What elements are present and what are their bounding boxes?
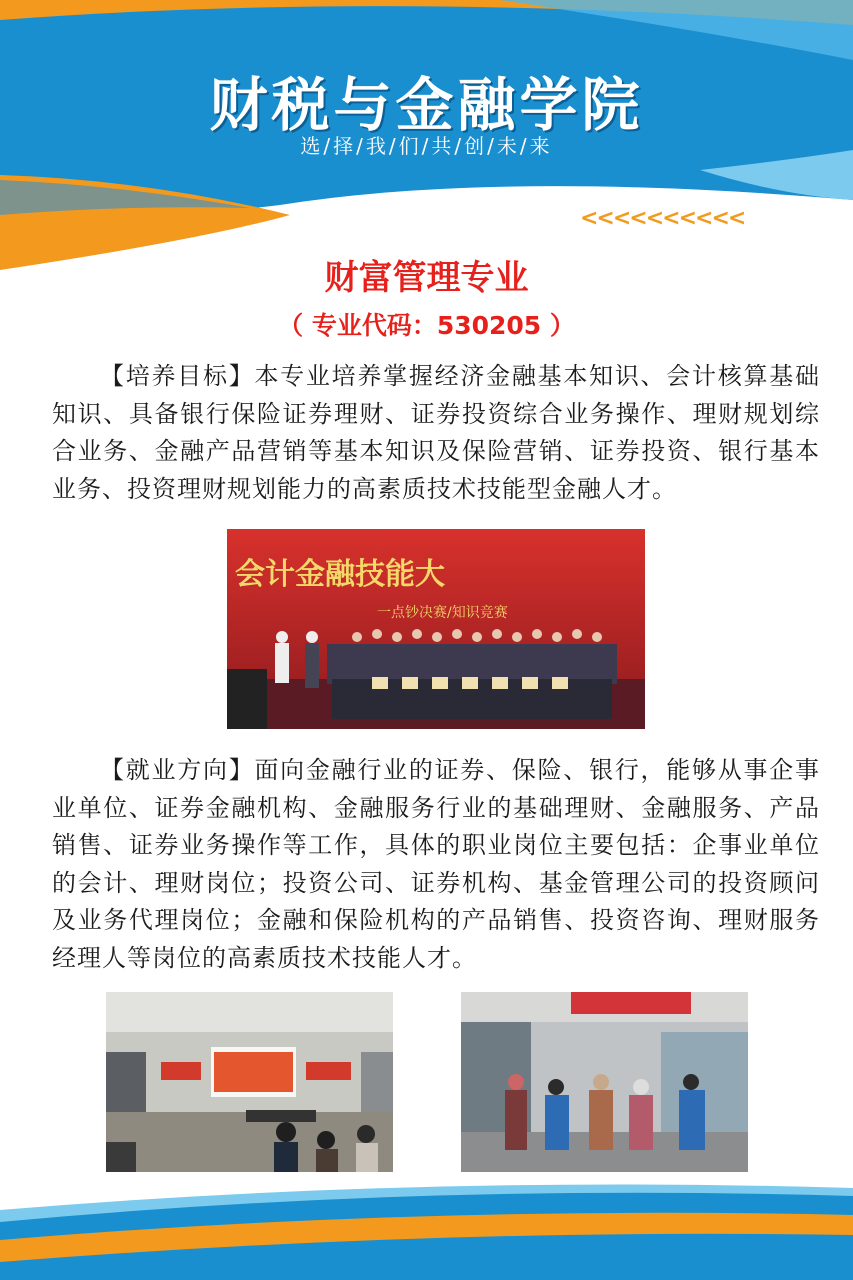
chevron-decoration-icon: <<<<<<<<<<: [580, 206, 745, 231]
stage-subbanner-text: 一点钞决赛/知识竞赛: [377, 605, 508, 621]
bank-service-photo: [461, 992, 748, 1172]
training-goal-paragraph: 【培养目标】本专业培养掌握经济金融基本知识、会计核算基础知识、具备银行保险证券理财、证券投资综合业务操作、理财规划综合业务、金融产品营销等基本知识及保险营销、证券投资、银行基本业务、投资理财规划能力的高素质技术技能型金融人才。: [52, 362, 820, 503]
stage-banner-text: 会计金融技能大: [235, 557, 445, 592]
college-subtitle: 选/择/我/们/共/创/未/来: [300, 134, 553, 158]
classroom-photo: [106, 992, 393, 1172]
major-name: 财富管理专业: [324, 258, 529, 298]
competition-photo: [227, 529, 645, 729]
employment-direction-paragraph: 【就业方向】面向金融行业的证券、保险、银行，能够从事企事业单位、证券金融机构、金融服务行业的基础理财、金融服务、产品销售、证券业务操作等工作，具体的职业岗位主要包括：企事业单位的会计、理财岗位；投资公司、证券机构、基金管理公司的投资顾问及业务代理岗位；金融和保险机构的产品销售、投资咨询、理财服务经理人等岗位的高素质技术技能人才。: [52, 756, 820, 972]
college-title: 财税与金融学院: [209, 71, 644, 139]
major-code: （ 专业代码：530205 ）: [278, 311, 575, 340]
